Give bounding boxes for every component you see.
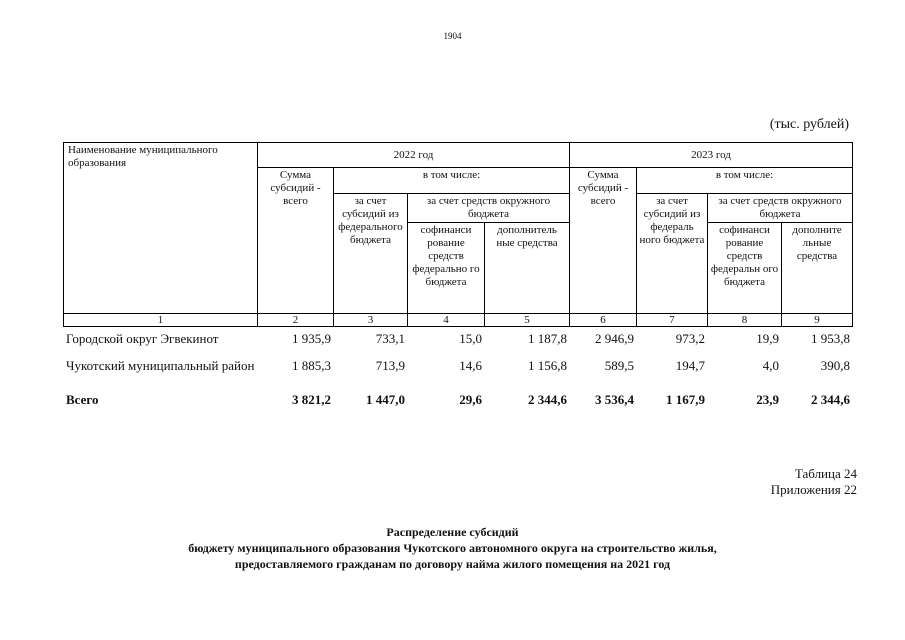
col-number: 4 <box>407 313 485 327</box>
cell: 23,9 <box>756 392 779 407</box>
header-including-2023: в том числе: <box>636 167 853 194</box>
table-label: Таблица 24 <box>794 466 857 481</box>
cell: 1 885,3 <box>292 358 331 373</box>
cell: 2 946,9 <box>595 331 634 346</box>
document-title <box>0 524 905 572</box>
header-federal-2023: за счет субсидий из федераль ного бюджета <box>636 193 708 314</box>
cell: 713,9 <box>375 358 405 373</box>
cell: 29,6 <box>459 392 482 407</box>
cell: 2 344,6 <box>528 392 567 407</box>
header-year-2023: 2023 год <box>569 142 853 168</box>
header-municipality: Наименование муниципального образования <box>63 142 258 314</box>
cell: 973,2 <box>675 331 705 346</box>
cell: 3 821,2 <box>292 392 331 407</box>
header-extra-2022: дополнитель ные средства <box>484 222 570 314</box>
header-okrug-2023: за счет средств окружного бюджета <box>707 193 853 223</box>
header-year-2022: 2022 год <box>257 142 570 168</box>
cell: 14,6 <box>459 358 482 373</box>
page-number: 1904 <box>443 31 462 41</box>
title-line-3: предоставляемого гражданам по договору найма жилого помещения на 2021 год <box>234 557 671 571</box>
col-number: 1 <box>63 313 258 327</box>
cell: 390,8 <box>820 358 850 373</box>
col-number: 2 <box>257 313 334 327</box>
col-number: 6 <box>569 313 637 327</box>
cell: 2 344,6 <box>811 392 850 407</box>
row-name: Всего <box>66 392 99 407</box>
header-federal-2022: за счет субсидий из федерального бюджета <box>333 193 408 314</box>
title-line-1: Распределение субсидий <box>386 525 519 539</box>
cell: 4,0 <box>762 358 779 373</box>
cell: 1 953,8 <box>811 331 850 346</box>
header-extra-2023: дополните льные средства <box>781 222 853 314</box>
table-number-block <box>771 466 857 498</box>
row-name: Городской округ Эгвекинот <box>66 331 219 346</box>
cell: 1 187,8 <box>528 331 567 346</box>
header-cofin-2023: софинанси рование средств федеральн ого бюджета <box>707 222 782 314</box>
header-okrug-2022: за счет средств окружного бюджета <box>407 193 570 223</box>
appendix-label: Приложения 22 <box>770 482 857 497</box>
cell: 19,9 <box>756 331 779 346</box>
cell: 1 935,9 <box>292 331 331 346</box>
row-name: Чукотский муниципальный район <box>66 358 255 373</box>
cell: 15,0 <box>459 331 482 346</box>
units-label: (тыс. рублей) <box>769 117 849 132</box>
cell: 3 536,4 <box>595 392 634 407</box>
header-total-2023: Сумма субсидий - всего <box>569 167 637 314</box>
cell: 1 447,0 <box>366 392 405 407</box>
header-including-2022: в том числе: <box>333 167 570 194</box>
col-number: 8 <box>707 313 782 327</box>
cell: 194,7 <box>675 358 705 373</box>
cell: 1 167,9 <box>666 392 705 407</box>
col-number: 7 <box>636 313 708 327</box>
cell: 589,5 <box>604 358 634 373</box>
cell: 733,1 <box>375 331 405 346</box>
col-number: 5 <box>484 313 570 327</box>
header-total-2022: Сумма субсидий - всего <box>257 167 334 314</box>
header-cofin-2022: софинанси рование средств федерально го бюджета <box>407 222 485 314</box>
col-number: 3 <box>333 313 408 327</box>
title-line-2: бюджету муниципального образования Чукотского автономного округа на строительство жилья, <box>188 541 717 555</box>
cell: 1 156,8 <box>528 358 567 373</box>
col-number: 9 <box>781 313 853 327</box>
